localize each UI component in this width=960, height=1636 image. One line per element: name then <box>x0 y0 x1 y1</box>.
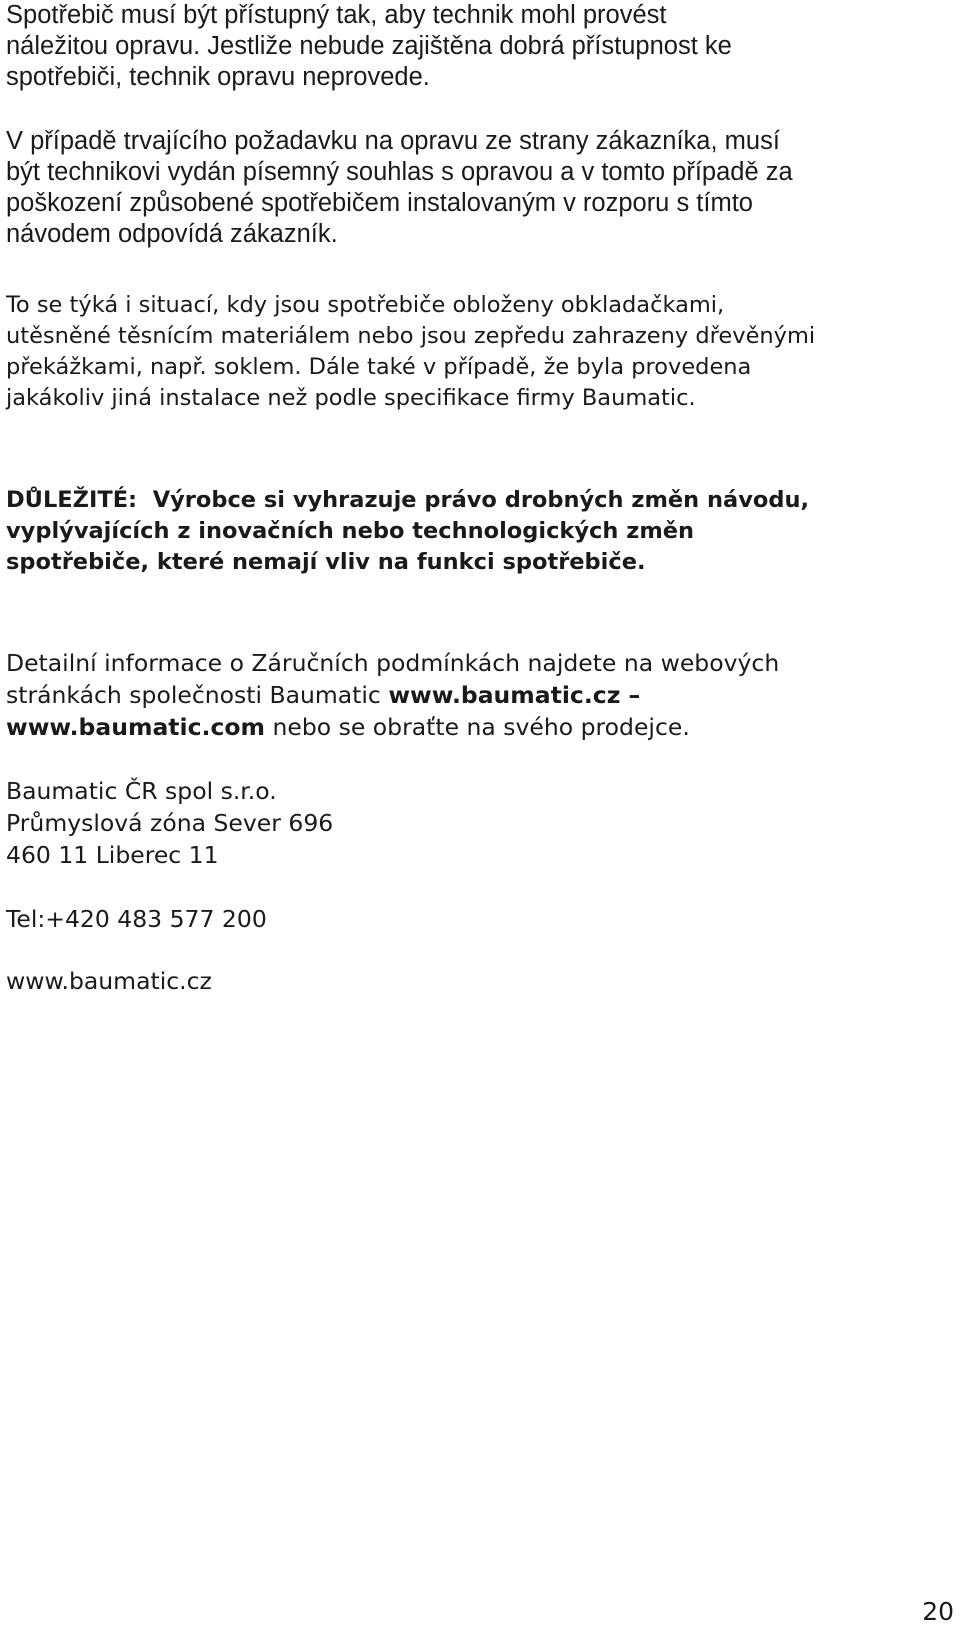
text-line: náležitou opravu. Jestliže nebude zajištěna dobrá přístupnost ke <box>6 32 732 60</box>
text-line: překážkami, např. soklem. Dále také v případě, že byla provedena <box>6 354 752 380</box>
telephone-text: Tel:+420 483 577 200 <box>6 905 267 933</box>
website <box>6 965 954 997</box>
website-link[interactable]: www.baumatic.cz <box>6 967 212 995</box>
text-line: vyplývajících z inovačních nebo technologických změn <box>6 518 695 544</box>
paragraph-warranty-info <box>6 647 954 743</box>
page-number: 20 <box>922 1597 954 1626</box>
text-line: Spotřebič musí být přístupný tak, aby technik mohl provést <box>6 1 667 29</box>
city-address: 460 11 Liberec 11 <box>6 841 219 869</box>
text-line: To se týká i situací, kdy jsou spotřebiče obloženy obkladačkami, <box>6 292 725 318</box>
text-line: DŮLEŽITÉ: Výrobce si vyhrazuje právo drobných změn návodu, <box>6 487 810 513</box>
paragraph-accessibility <box>6 0 954 93</box>
text-line: V případě trvajícího požadavku na opravu ze strany zákazníka, musí <box>6 127 780 155</box>
text-line <box>6 711 954 743</box>
website-link-com[interactable]: www.baumatic.com <box>6 713 266 741</box>
text-segment: nebo se obraťte na svého prodejce. <box>265 713 690 741</box>
text-line: Detailní informace o Záručních podmínkách najdete na webových <box>6 649 780 677</box>
street-address: Průmyslová zóna Sever 696 <box>6 809 334 837</box>
text-line: poškození způsobené spotřebičem instalovaným v rozporu s tímto <box>6 189 753 217</box>
text-segment: stránkách společnosti Baumatic <box>6 681 389 709</box>
company-name: Baumatic ČR spol s.r.o. <box>6 777 277 805</box>
text-line: být technikovi vydán písemný souhlas s opravou a v tomto případě za <box>6 158 793 186</box>
text-line: spotřebiče, které nemají vliv na funkci spotřebiče. <box>6 549 646 575</box>
paragraph-repair-consent <box>6 126 954 250</box>
website-link-cz[interactable]: www.baumatic.cz – <box>388 681 641 709</box>
text-line <box>6 679 954 711</box>
paragraph-important-notice <box>6 485 954 578</box>
paragraph-installation-situations <box>6 290 954 414</box>
text-line: návodem odpovídá zákazník. <box>6 220 338 248</box>
text-line: utěsněné těsnícím materiálem nebo jsou zepředu zahrazeny dřevěnými <box>6 323 816 349</box>
telephone <box>6 903 954 935</box>
text-line: spotřebiči, technik opravu neprovede. <box>6 63 430 91</box>
text-line: jakákoliv jiná instalace než podle specifikace firmy Baumatic. <box>6 385 696 411</box>
company-address <box>6 775 954 871</box>
